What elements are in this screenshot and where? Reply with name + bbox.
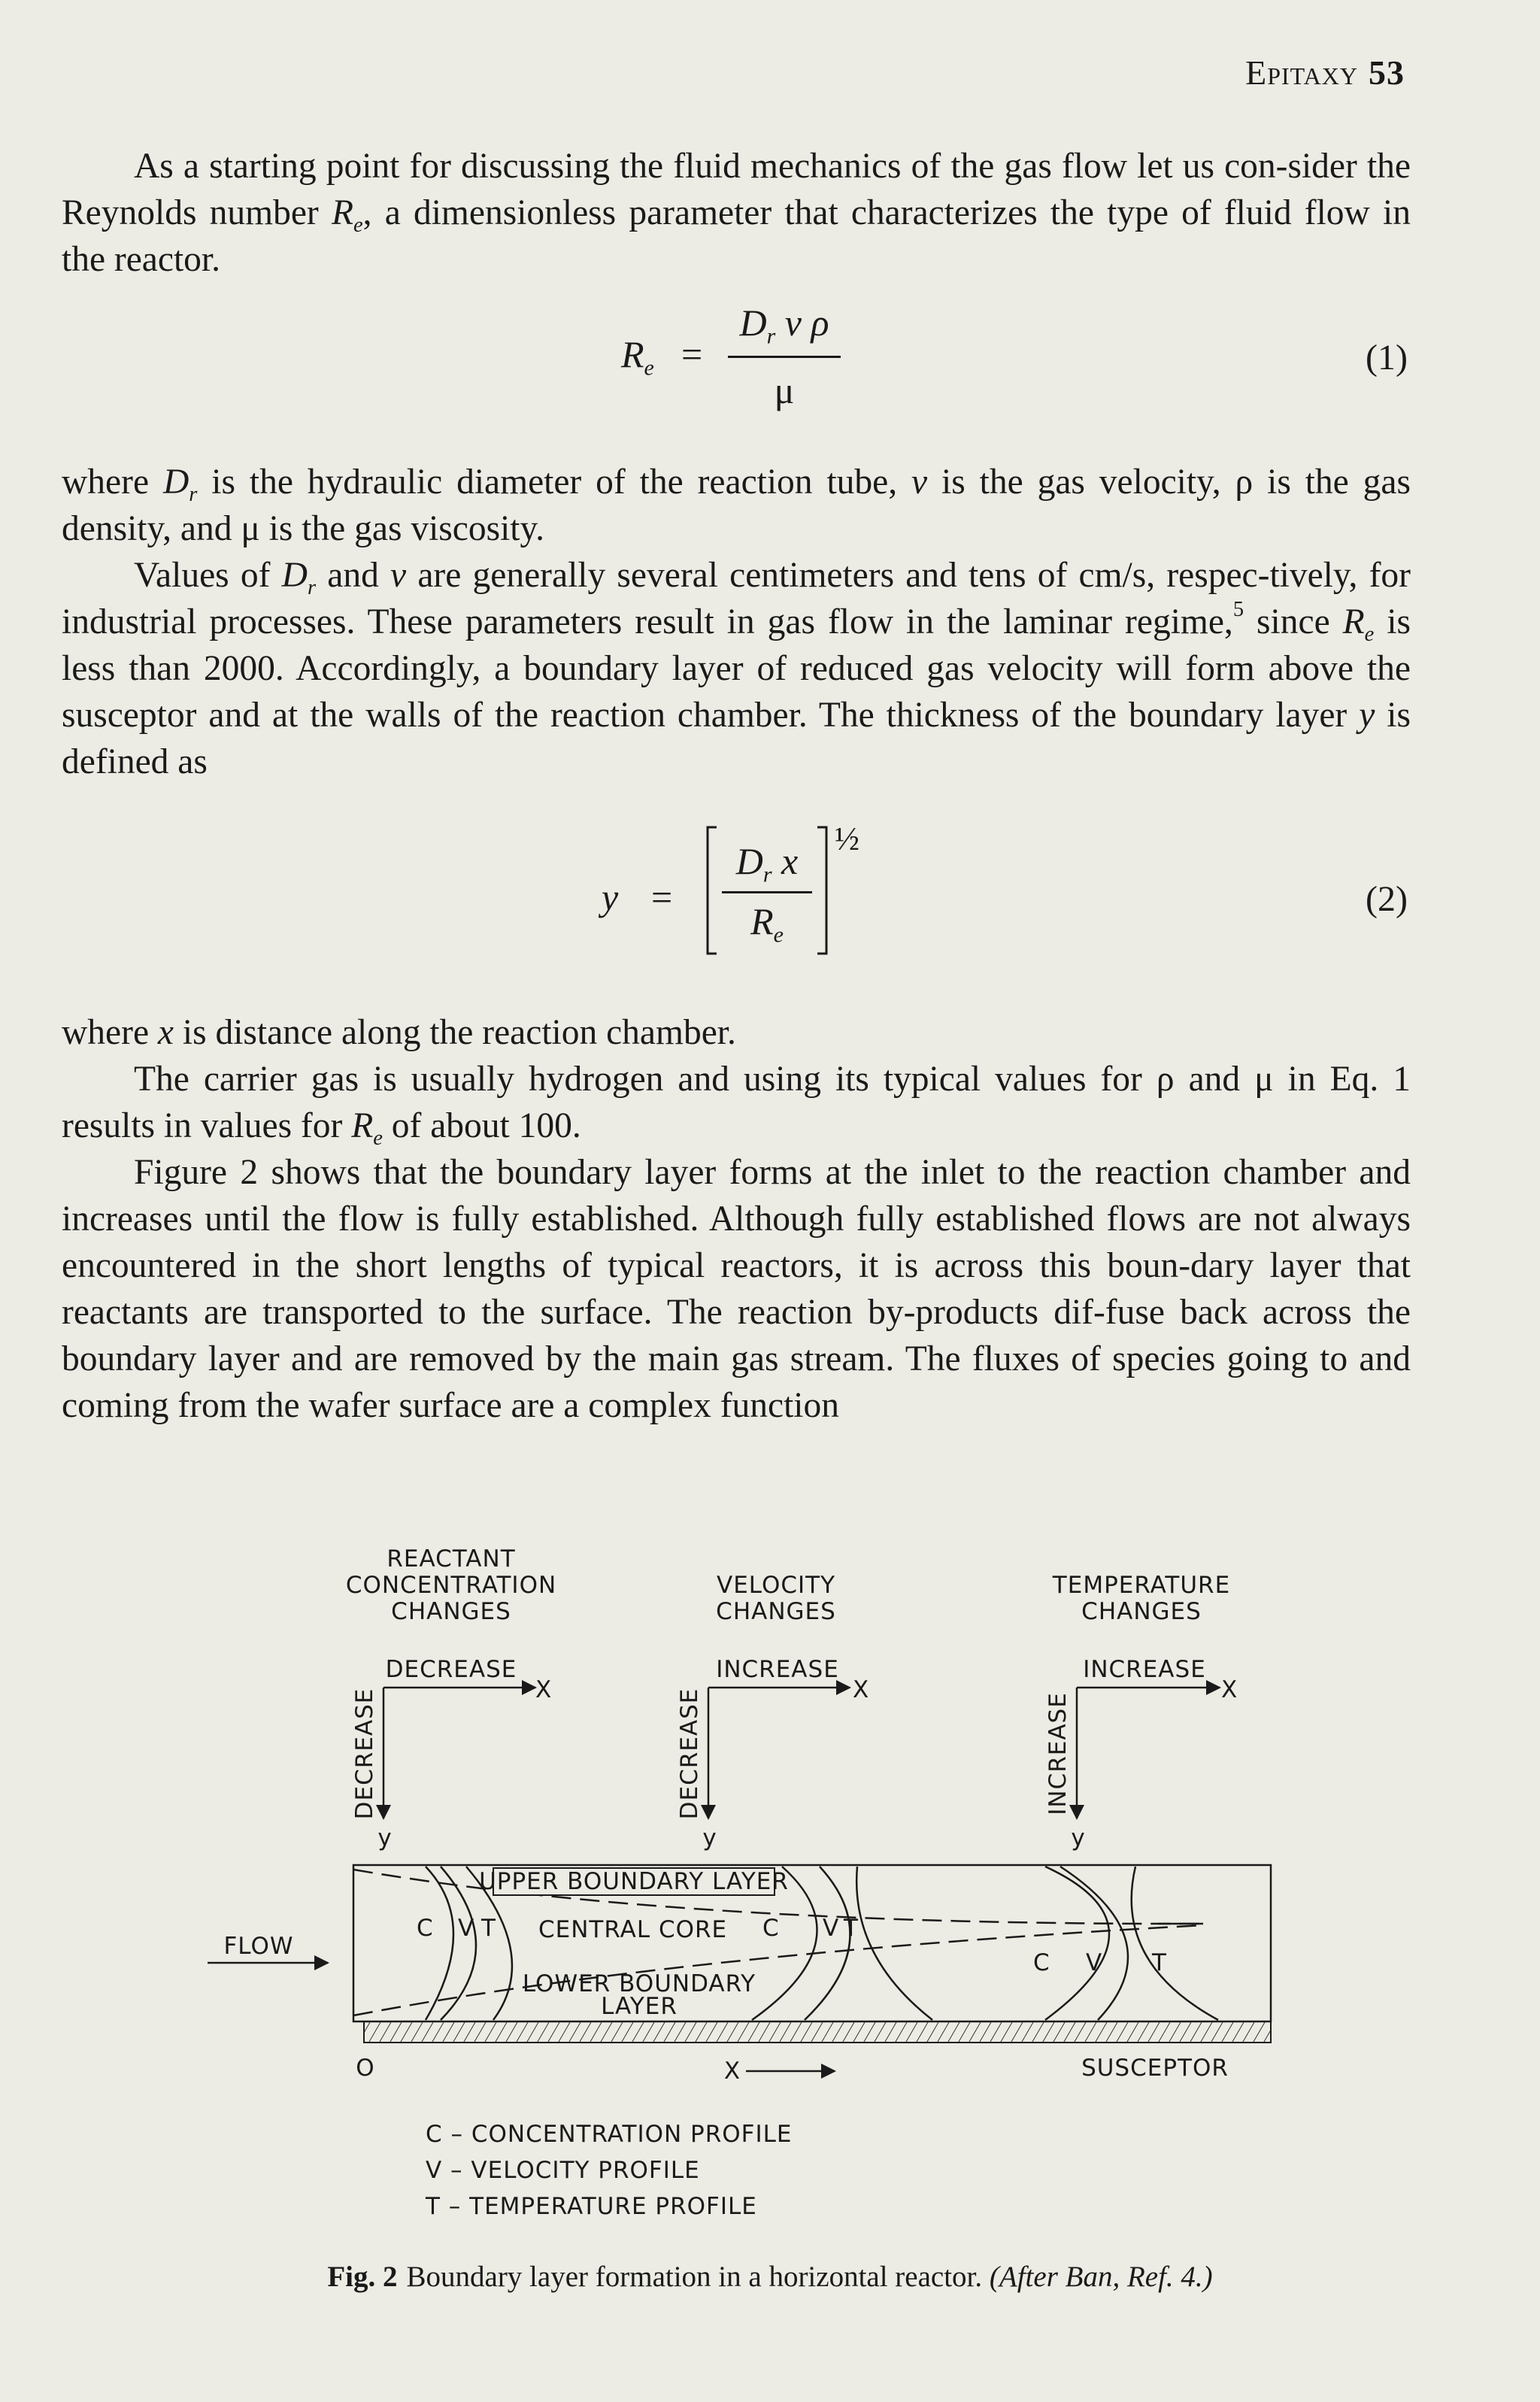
svg-text:DECREASE: DECREASE <box>676 1688 703 1820</box>
svg-text:X: X <box>723 2058 741 2085</box>
paragraph-definitions: where $D_r$ is the hydraulic diameter of the reaction tube, v is the gas velocity, ρ is the gas density, and μ is the gas viscosity. Values of $D_r$ and v are generally several centimeters and tens of cm/s, respec-tively, for industrial processes. These parameters result in gas flow in the laminar regime,$^5$ since $R_e$ is less than 2000. Accordingly, a boundary layer of reduced gas velocity will form above the susceptor and at the walls of the reaction chamber. The thickness of the boundary layer y is defined as <box>62 463 1411 781</box>
svg-text:T: T <box>1152 1949 1167 1976</box>
svg-text:T: T <box>844 1915 859 1942</box>
profile-letters <box>417 1915 1167 1976</box>
x-direction-arrow <box>724 2058 835 2085</box>
figure-diagram <box>0 1519 1540 2220</box>
panel-temperature-title <box>1052 1572 1230 1625</box>
panel-velocity-title <box>716 1572 836 1625</box>
page-number: 53 <box>1369 53 1405 92</box>
paragraph-discussion: where x is distance along the reaction chamber. The carrier gas is usually hydrogen and using its typical values for ρ and μ in Eq. 1 results in values for $R_e$ of about 100. Figure 2 shows that the boundary layer forms at the inlet to the reaction chamber and increases until the flow is fully established. Although fully established flows are not always encountered in the short lengths of typical reactors, it is across this boun-dary layer that reactants are transported to the surface. The reaction by-products dif-fuse back across the boundary layer and are removed by the main gas stream. The fluxes of species going to and coming from the wafer surface are a complex function <box>62 1013 1411 1425</box>
central-core-label: CENTRAL CORE <box>538 1916 728 1943</box>
svg-text:CHANGES: CHANGES <box>391 1598 511 1625</box>
svg-text:X: X <box>853 1676 870 1703</box>
svg-text:y: y <box>702 1824 717 1852</box>
paragraph-intro: As a starting point for discussing the fluid mechanics of the gas flow let us con-sider the Reynolds number $R_e$, a dimensionless parameter that characterizes the type of fluid flow in the reactor. <box>62 147 1411 279</box>
svg-text:UPPER BOUNDARY LAYER: UPPER BOUNDARY LAYER <box>479 1868 789 1895</box>
svg-text:X: X <box>1221 1676 1238 1703</box>
fraction-bar <box>728 356 841 358</box>
axes-concentration <box>351 1656 552 1852</box>
svg-text:y: y <box>1071 1824 1086 1852</box>
svg-text:LAYER: LAYER <box>601 1993 678 2020</box>
svg-text:C: C <box>1033 1949 1050 1976</box>
svg-text:INCREASE: INCREASE <box>1083 1656 1206 1683</box>
svg-text:DECREASE: DECREASE <box>385 1656 517 1683</box>
running-header <box>1245 53 1405 93</box>
panel-concentration-title <box>346 1545 556 1625</box>
svg-text:T – TEMPERATURE PROFILE: T – TEMPERATURE PROFILE <box>426 2193 757 2220</box>
svg-text:CHANGES: CHANGES <box>716 1598 836 1625</box>
svg-text:CHANGES: CHANGES <box>1081 1598 1202 1625</box>
svg-text:INCREASE: INCREASE <box>716 1656 839 1683</box>
svg-text:TEMPERATURE: TEMPERATURE <box>1052 1572 1231 1599</box>
svg-text:C: C <box>762 1915 780 1942</box>
svg-text:X: X <box>535 1676 553 1703</box>
figure-boundary-layer <box>0 1519 1540 2220</box>
equation-number: (2) <box>1366 879 1408 919</box>
figure-caption: Fig. 2 Boundary layer formation in a horizontal reactor. (After Ban, Ref. 4.) <box>327 2261 1213 2293</box>
equation-number: (1) <box>1366 338 1408 378</box>
susceptor-label: SUSCEPTOR <box>1081 2055 1229 2082</box>
svg-text:REACTANT: REACTANT <box>387 1545 516 1573</box>
svg-text:y: y <box>377 1824 393 1852</box>
exponent: ½ <box>835 820 859 857</box>
svg-text:INCREASE: INCREASE <box>1044 1692 1072 1815</box>
svg-text:V: V <box>823 1915 840 1942</box>
svg-text:CONCENTRATION: CONCENTRATION <box>345 1572 557 1599</box>
figure-legend <box>425 2121 793 2220</box>
svg-text:VELOCITY: VELOCITY <box>716 1572 836 1599</box>
svg-text:V – VELOCITY PROFILE: V – VELOCITY PROFILE <box>426 2157 700 2184</box>
svg-text:V: V <box>1086 1949 1103 1976</box>
svg-text:T: T <box>481 1915 496 1942</box>
svg-text:FLOW: FLOW <box>223 1933 294 1960</box>
svg-text:DECREASE: DECREASE <box>351 1688 378 1820</box>
svg-text:V: V <box>458 1915 475 1942</box>
svg-text:C: C <box>417 1915 434 1942</box>
upper-boundary-label <box>479 1868 789 1895</box>
lower-boundary-label <box>523 1970 756 2020</box>
running-title: Epitaxy <box>1245 53 1358 92</box>
axes-velocity <box>676 1656 869 1852</box>
origin-label: O <box>356 2055 375 2082</box>
fraction-bar <box>722 891 812 893</box>
axes-temperature <box>1044 1656 1238 1852</box>
flow-arrow <box>208 1933 328 1963</box>
svg-text:C – CONCENTRATION PROFILE: C – CONCENTRATION PROFILE <box>426 2121 793 2148</box>
svg-text:LOWER BOUNDARY: LOWER BOUNDARY <box>522 1970 756 1997</box>
